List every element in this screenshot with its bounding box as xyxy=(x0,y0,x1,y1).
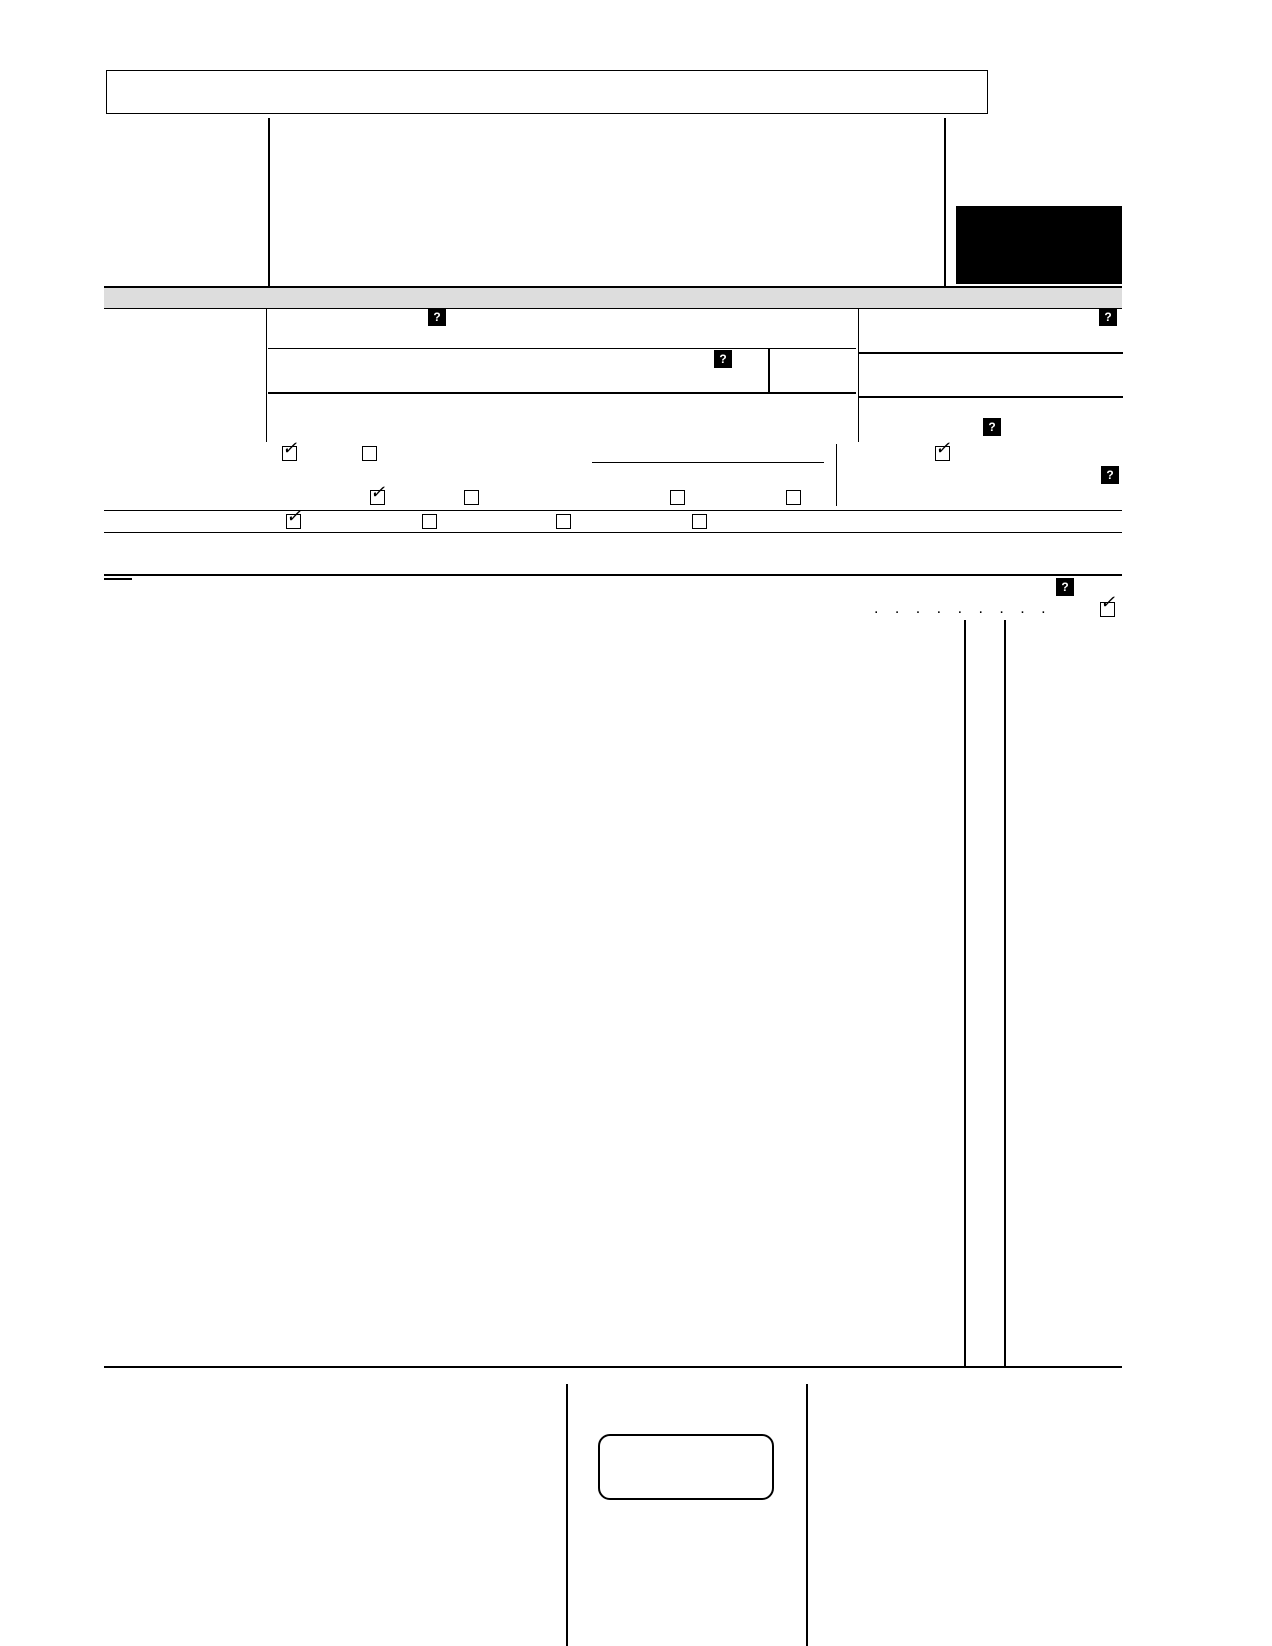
accrual-checkbox[interactable] xyxy=(362,446,377,461)
help-icon-street[interactable]: ? xyxy=(714,350,732,368)
association-checkbox[interactable] xyxy=(556,514,571,529)
trust-checkbox[interactable] xyxy=(422,514,437,529)
cash-check-mark: ✓ xyxy=(282,438,298,459)
help-icon-part1[interactable]: ? xyxy=(1056,578,1074,596)
help-notice-box xyxy=(106,70,988,114)
527-checkbox[interactable] xyxy=(786,490,801,505)
received-stamp xyxy=(566,1384,808,1646)
section-d xyxy=(858,308,1123,442)
line-a xyxy=(104,286,1122,309)
help-icon-schedule-b[interactable]: ? xyxy=(1101,466,1119,484)
line-i xyxy=(104,466,834,486)
open-to-public-label xyxy=(956,206,1122,218)
corporation-check-mark: ✓ xyxy=(286,506,302,527)
part1-header xyxy=(104,574,1122,620)
501c3-check-mark: ✓ xyxy=(370,482,386,503)
4947-checkbox[interactable] xyxy=(670,490,685,505)
501c-checkbox[interactable] xyxy=(464,490,479,505)
open-to-public-box xyxy=(956,206,1122,284)
line-k xyxy=(104,506,1122,533)
help-icon-name[interactable]: ? xyxy=(428,308,446,326)
line-j xyxy=(104,482,834,508)
line-g xyxy=(104,438,834,464)
other-org-checkbox[interactable] xyxy=(692,514,707,529)
help-icon-group[interactable]: ? xyxy=(983,418,1001,436)
part1-dots: . . . . . . . . . xyxy=(874,600,1052,617)
form-header xyxy=(104,118,1122,286)
line-h xyxy=(836,438,1123,506)
stamp-date-box xyxy=(598,1434,774,1500)
section-c xyxy=(268,308,856,442)
line-l xyxy=(104,532,1122,573)
schedule-b-check-mark: ✓ xyxy=(935,438,951,459)
part1-tag xyxy=(104,578,132,580)
section-b xyxy=(104,308,267,442)
schedule-o-check-mark: ✓ xyxy=(1100,592,1116,613)
help-icon-ein[interactable]: ? xyxy=(1099,308,1117,326)
